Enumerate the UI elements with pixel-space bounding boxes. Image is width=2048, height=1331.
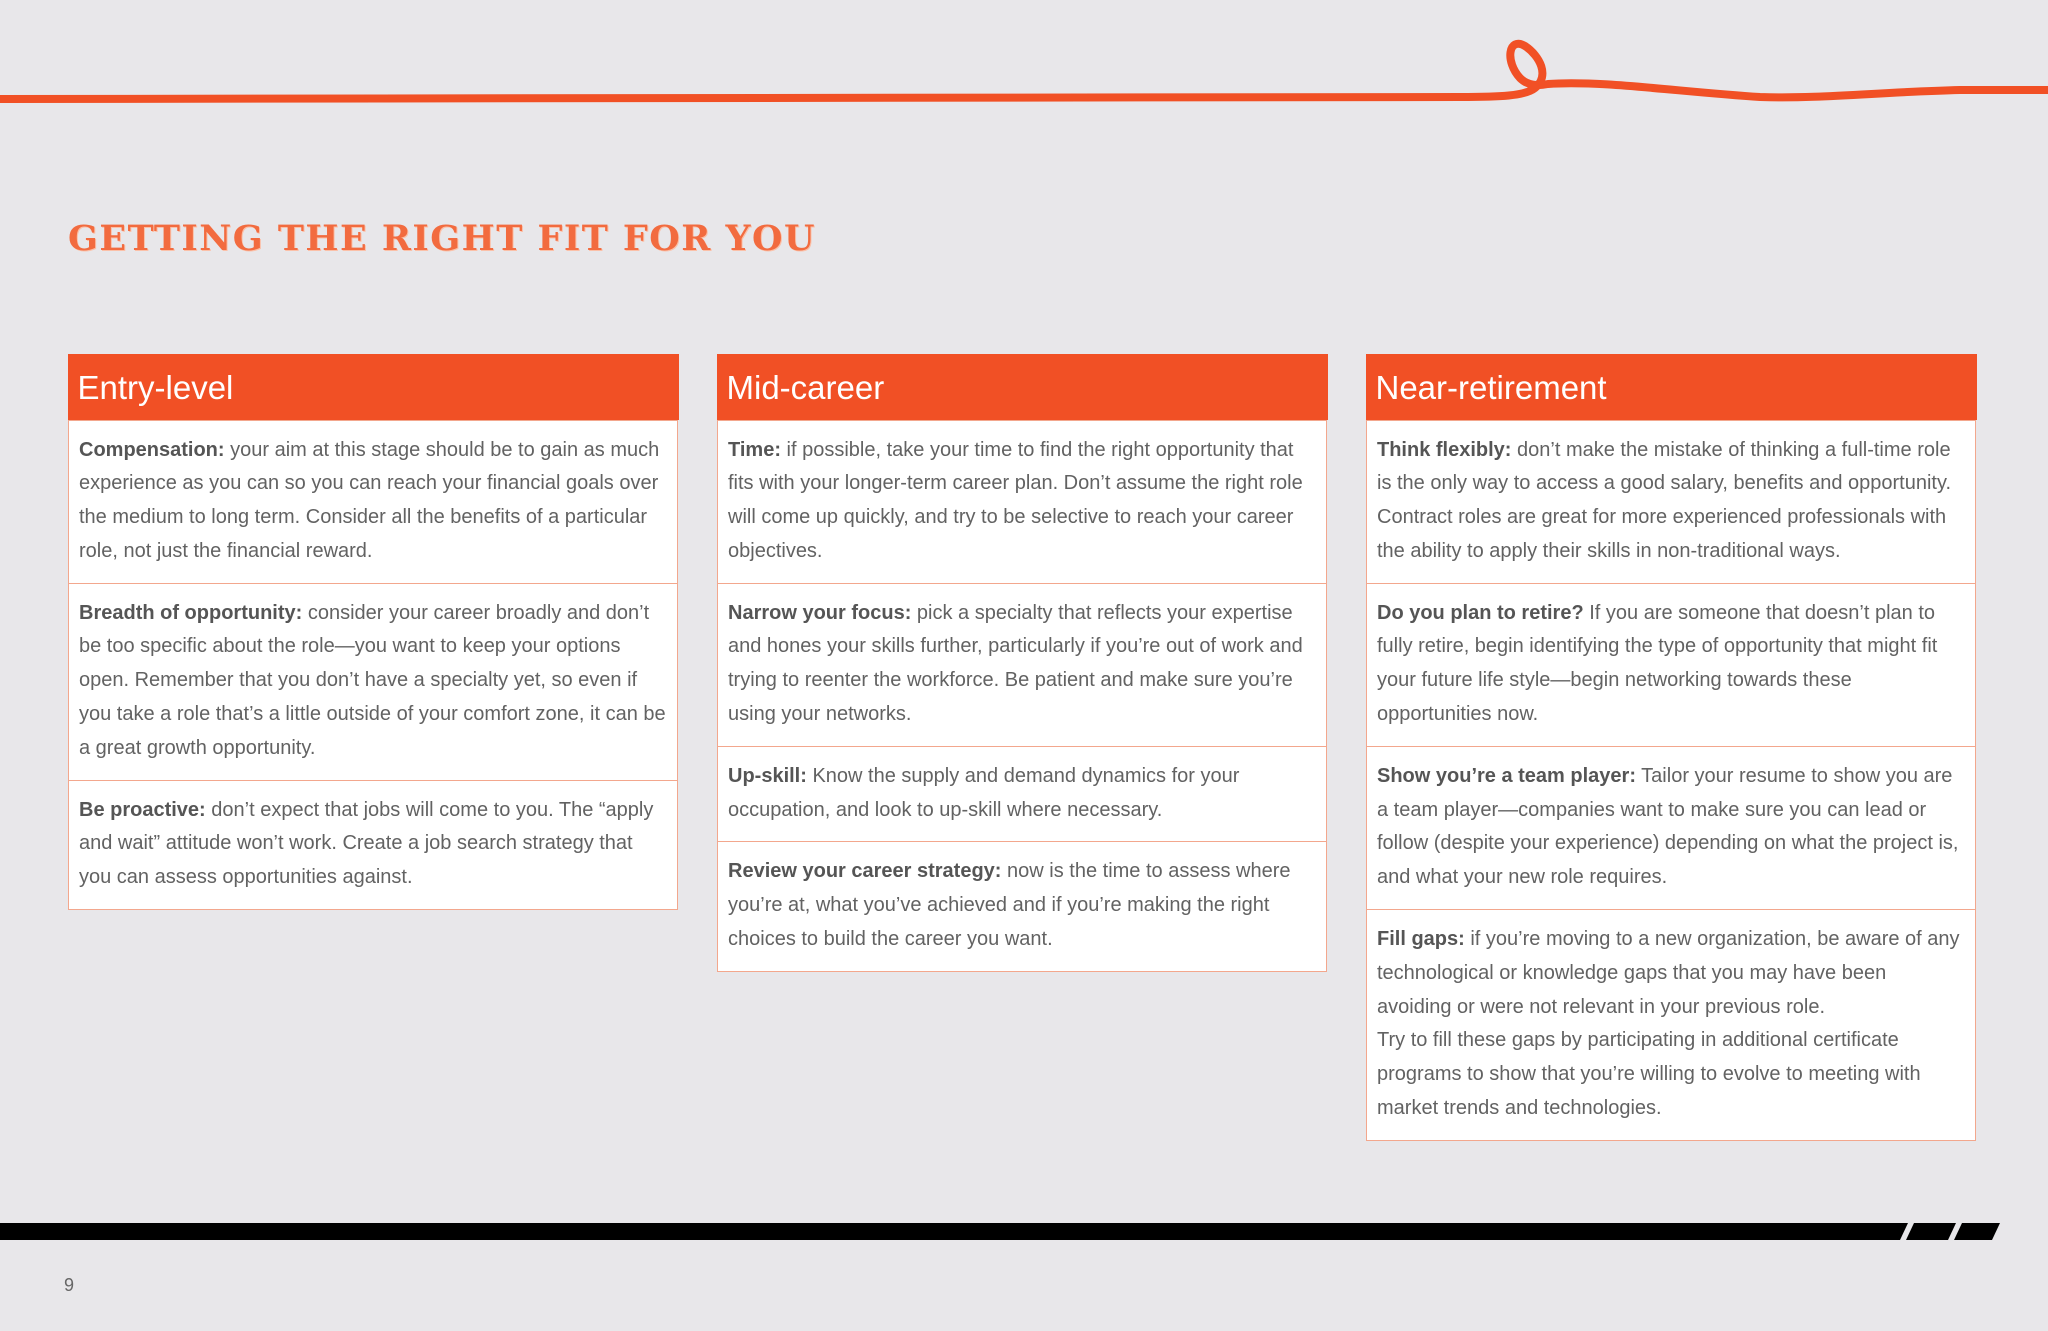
entry-lead: Be proactive: (79, 798, 206, 821)
list-item (69, 420, 677, 583)
list-item (1367, 909, 1975, 1140)
list-item (1367, 746, 1975, 909)
entry-text: consider your career broadly and don’t be too specific about the role—you want to keep your options open. Remember that you don’t have a specialty yet, so even if you take a role that’s a little outside of your comfort zone, it can be a great growth opportunity. (79, 601, 666, 759)
list-item (718, 420, 1326, 583)
entry-lead: Fill gaps: (1377, 928, 1465, 951)
page-number: 9 (64, 1275, 75, 1295)
entry-text: Tailor your resume to show you are a team player—companies want to make sure you can lead or follow (despite your experience) depending on what the project is, and what your new role requires. (1377, 764, 1959, 889)
mid-career-column (717, 354, 1327, 972)
column-heading: Entry-level (68, 354, 679, 420)
entry-lead: Review your career strategy: (728, 860, 1002, 883)
list-item (718, 746, 1326, 842)
entry-text: don’t make the mistake of thinking a full-time role is the only way to access a good salary, benefits and opportunity. Contract roles are great for more experienced professionals with the ability to apply their skills in non-traditional ways. (1377, 438, 1952, 562)
entry-text: don’t expect that jobs will come to you. The “apply and wait” attitude won’t work. Create a job search strategy that you can assess opportunities against. (79, 798, 654, 889)
entry-text: your aim at this stage should be to gain as much experience as you can so you can reach your financial goals over the medium to long term. Consider all the benefits of a particular role, not just the financial reward. (79, 438, 660, 562)
entry-text: pick a specialty that reflects your expertise and hones your skills further, particularly if you’re out of work and trying to reenter the workforce. Be patient and make sure you’re using your networks. (728, 601, 1303, 726)
entry-lead: Narrow your focus: (728, 601, 912, 624)
rope-decoration (0, 0, 2048, 120)
column-heading: Near-retirement (1366, 354, 1977, 420)
entry-lead: Breadth of opportunity: (79, 601, 303, 624)
list-item (718, 841, 1326, 970)
list-item (69, 583, 677, 780)
entry-lead: Do you plan to retire? (1377, 601, 1584, 624)
entry-text: If you are someone that doesn’t plan to fully retire, begin identifying the type of opportunity that might fit your future life style—begin networking towards these opportunities now. (1377, 601, 1938, 726)
list-item (1367, 583, 1975, 746)
list-item (718, 583, 1326, 746)
footer-bar (0, 1218, 2048, 1240)
entry-text: Know the supply and demand dynamics for your occupation, and look to up-skill where necessary. (728, 764, 1240, 821)
entry-text: now is the time to assess where you’re at, what you’ve achieved and if you’re making the right choices to build the career you want. (728, 860, 1291, 951)
entry-level-column (68, 354, 678, 910)
near-retirement-column (1366, 354, 1976, 1141)
entry-lead: Compensation: (79, 438, 225, 461)
entry-lead: Think flexibly: (1377, 438, 1512, 461)
entry-text: if you’re moving to a new organization, be aware of any technological or knowledge gaps that you may have been avoiding or were not relevant in your previous role. (1377, 928, 1960, 1018)
entry-text: if possible, take your time to find the right opportunity that fits with your longer-term career plan. Don’t assume the right role will come up quickly, and try to be selective to reach your career objectives. (728, 438, 1303, 562)
entry-lead: Up-skill: (728, 764, 807, 787)
list-item (69, 780, 677, 909)
column-heading: Mid-career (717, 354, 1328, 420)
entry-lead: Time: (728, 438, 781, 461)
entry-text-continued: Try to fill these gaps by participating in additional certificate programs to show that you’re willing to evolve to meeting with market trends and technologies. (1377, 1029, 1921, 1120)
entry-lead: Show you’re a team player: (1377, 764, 1636, 787)
page-title: GETTING THE RIGHT FIT FOR YOU (68, 218, 817, 259)
list-item (1367, 420, 1975, 583)
